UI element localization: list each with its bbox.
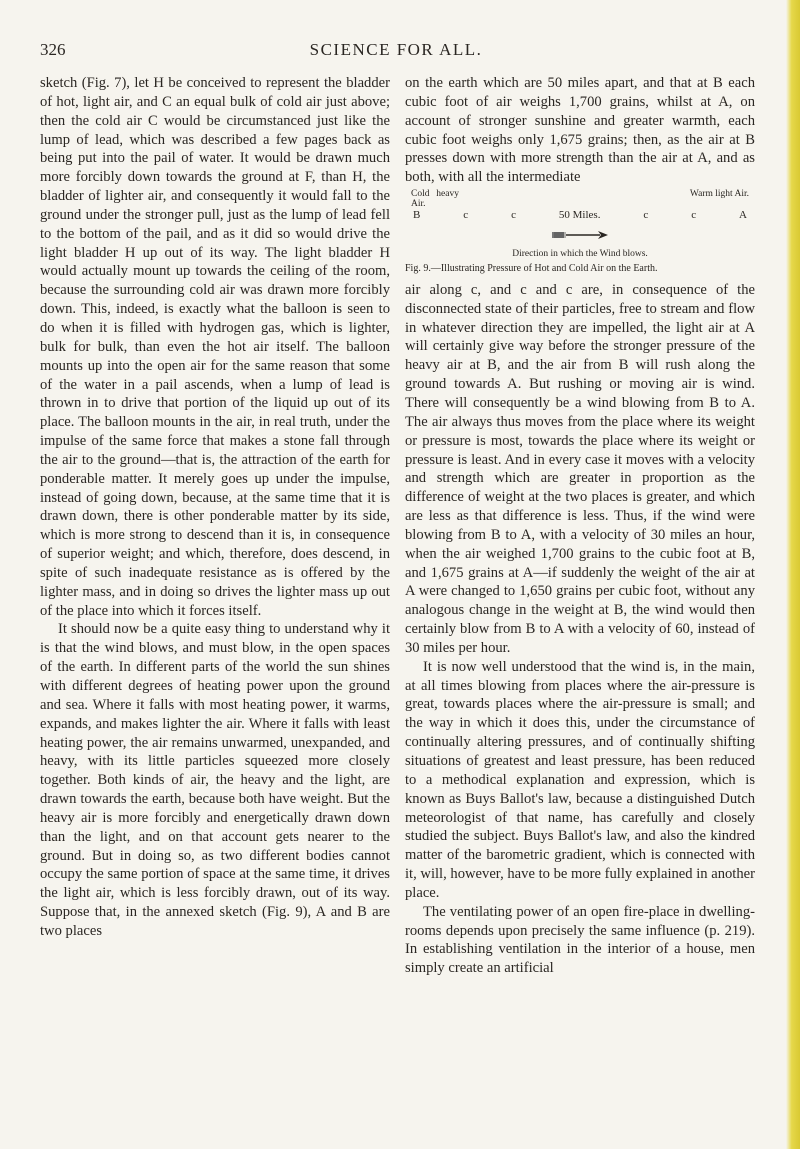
figure-distance: 50 Miles. [558, 209, 601, 222]
right-column [405, 74, 755, 978]
figure-letters [405, 209, 755, 222]
paragraph: air along c, and c and c are, in consequence of the disconnected state of their particles, free to stream and flow in whatever direction they are impelled, the light air at A will certainly give way before the stronger pressure of the heavy air at B, and the air from B will rush along the ground towards A. But rushing or moving air is wind. There will consequently be a wind blowing from B to A. The air always thus moves from the place where its weight or pressure is most, towards the place where its weight or pressure is least. And in every case it moves with a velocity and strength which are greater in proportion as the difference of weight at the two places is greater, and which are less as that difference is less. Thus, if the wind were blowing from B to A, with a velocity of 30 miles an hour, when the air weighed 1,700 grains to the cubic foot at B, and 1,675 grains at A—if suddenly the weight of the air at A were changed to 1,650 grains per cubic foot, without any analogous change in the weight at B, the wind would then certainly blow from B to A with a velocity of 60, instead of 30 miles per hour. [405, 281, 755, 656]
figure-9 [405, 189, 755, 275]
figure-letter: c [691, 209, 697, 222]
figure-letter: B [413, 209, 421, 222]
page-edge [786, 0, 800, 1149]
paragraph: The ventilating power of an open fire-place in dwelling-rooms depends upon precisely the same influence (p. 219). In establishing ventilation in the interior of a house, men simply create an artificial [405, 903, 755, 977]
page-number: 326 [40, 40, 66, 59]
figure-caption: Fig. 9.—Illustrating Pressure of Hot and Cold Air on the Earth. [405, 262, 658, 274]
cold-air-label: Cold heavy Air. [411, 189, 459, 210]
page-header [40, 40, 752, 64]
running-title: SCIENCE FOR ALL. [309, 40, 483, 59]
left-column [40, 74, 390, 941]
figure-letter: c [643, 209, 649, 222]
figure-letter: c [463, 209, 469, 222]
figure-labels [405, 189, 755, 209]
paragraph: It is now well understood that the wind is, in the main, at all times blowing from places where the air-pressure is great, towards places where the air-pressure is small; and the way in which it does this, under the circumstance of continually altering pressures, and of continually shifting situations of greatest and least pressure, has been reduced to a methodical explanation and expression, which is known as Buys Ballot's law, because a distinguished Dutch meteorologist of that name, has carefully and closely studied the subject. Buys Ballot's law, and also the kindred matter of the barometric gradient, which is connected with it, will, however, have to be more fully explained in another place. [405, 658, 755, 901]
paragraph: It should now be a quite easy thing to understand why it is that the wind blows, and must blow, in the open spaces of the earth. In different parts of the world the sun shines with different degrees of heating power upon the ground and sea. Where it falls with most heating power, it warms, expands, and makes lighter the air. Where it falls with least heating power, the air remains unwarmed, unexpanded, and heavy, with its little particles squeezed more closely together. Both kinds of air, the heavy and the light, are drawn towards the earth, because both have weight. But the heavy air is more forcibly and energetically drawn down than the light, and on that account gets nearer to the ground. But in doing so, as two different bodies cannot occupy the same portion of space at the same time, it drives the light air, which is less forcibly drawn, out of its way. Suppose that, in the annexed sketch (Fig. 9), A and B are two places [40, 621, 390, 939]
figure-direction: Direction in which the Wind blows. [512, 248, 648, 259]
paragraph: sketch (Fig. 7), let H be conceived to represent the bladder of hot, light air, and C an equal bulk of cold air just above; then the cold air C would be circumstanced just like the lump of lead, which was described a few pages back as being put into the pail of water. It would be drawn much more forcibly down towards the ground at F, than H, the bladder of lighter air, and consequently it would fall to the ground under the stronger pull, just as the lump of lead fell to the bottom of the pail, and as it did so would drive the light bladder H up out of its way. The light bladder H would actually mount up towards the ceiling of the room, because the surrounding cold air was drawn more forcibly down. This, indeed, is exactly what the balloon is seen to do when it is filled with hydrogen gas, which is lighter, bulk for bulk, than even the hot air itself. The balloon mounts up into the open air for the same reason that some of the water in a pail ascends, when a lump of lead is thrown in to drive that portion of the liquid up out of its place. The balloon mounts in the air, in real truth, under the impulse of the same force that makes a stone fall through the air to the ground—that is, the attraction of the earth for ponderable matter. It merely goes up under the impulse, instead of going down, because, at the same time that it is drawn down, there is other ponderable matter by its side, which is more strong to descend than it is, in consequence of superior weight; and which, therefore, does descend, in spite of such inadequate resistance as is offered by the lighter mass, and in doing so drives the lighter mass up out of the place into which it forces itself. [40, 75, 390, 619]
paragraph: on the earth which are 50 miles apart, and that at B each cubic foot of air weighs 1,700 grains, whilst at A, on account of stronger sunshine and greater warmth, each cubic foot weighs only 1,675 grains; then, as the air at B presses down with more strength than the air at A, and as both, with all the intermediate [405, 75, 755, 186]
figure-letter: c [511, 209, 516, 222]
wind-arrow-icon [405, 228, 755, 247]
figure-letter: A [739, 209, 747, 222]
warm-air-label: Warm light Air. [689, 189, 749, 200]
